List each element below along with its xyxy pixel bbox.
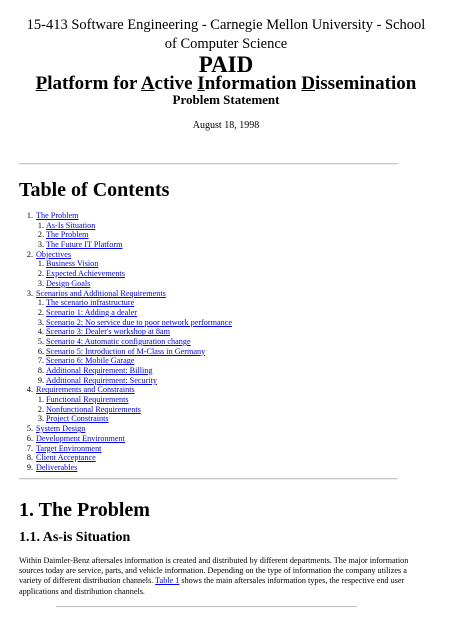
subtitle-part: D <box>301 73 315 94</box>
divider <box>19 478 398 480</box>
toc-subitem <box>19 259 419 269</box>
toc-item <box>19 463 419 473</box>
subtitle-part: P <box>35 73 48 94</box>
toc-subitem-number: 2. <box>37 230 44 240</box>
subtitle-part: issemination <box>315 73 417 94</box>
toc-subitem <box>19 221 419 231</box>
subtitle-part: nformation <box>204 73 302 94</box>
toc-subitem <box>19 414 419 424</box>
toc-subitem <box>19 376 419 386</box>
body-paragraph <box>19 556 411 597</box>
toc-item-number: 1. <box>26 211 33 220</box>
subsection-heading: 1.1. As-is Situation <box>19 530 131 545</box>
toc-subitem-number: 4. <box>37 327 44 337</box>
toc-heading: Table of Contents <box>19 179 170 201</box>
toc-sublink[interactable]: The Future IT Platform <box>46 240 123 250</box>
toc-subitem-number: 6. <box>37 346 44 356</box>
toc-item-number: 2. <box>26 249 33 259</box>
toc-subitem-number: 2. <box>37 307 44 317</box>
toc-item-number: 4. <box>26 385 33 395</box>
toc-subitem <box>19 279 419 289</box>
toc-item <box>19 211 419 221</box>
toc-subitem <box>19 405 419 415</box>
toc-link[interactable]: Objectives <box>36 249 72 259</box>
toc-sublink[interactable]: Additional Requirement: Billing <box>46 366 153 375</box>
toc-subitem <box>19 356 419 366</box>
toc-sublink[interactable]: As-Is Situation <box>46 220 96 230</box>
toc-link[interactable]: Target Environment <box>36 443 102 453</box>
toc-subitem-number: 3. <box>37 278 44 288</box>
toc-sublink[interactable]: Functional Requirements <box>46 395 129 405</box>
subtitle-part: I <box>197 73 205 94</box>
toc-subitem-number: 2. <box>37 404 44 414</box>
divider <box>19 163 398 165</box>
toc-item-number: 6. <box>26 433 33 443</box>
toc-item <box>19 250 419 260</box>
toc-link[interactable]: Development Environment <box>36 433 125 443</box>
toc-item-number: 9. <box>26 462 33 472</box>
toc-link[interactable]: The Problem <box>36 211 79 220</box>
toc-item <box>19 424 419 434</box>
paragraph-text: shows the main aftersales information types, the respective end user applications and distribution channels. <box>19 576 405 596</box>
toc-subitem-number: 5. <box>37 336 44 346</box>
toc-sublink[interactable]: Business Vision <box>46 259 99 269</box>
toc-sublink[interactable]: The scenario infrastructure <box>46 298 135 308</box>
toc-subitem-number: 1. <box>37 220 44 230</box>
toc-item <box>19 289 419 299</box>
toc-sublink[interactable]: Scenario 4: Automatic configuration change <box>46 336 191 346</box>
toc-subitem-number: 2. <box>37 269 44 279</box>
subtitle-part: A <box>140 73 155 94</box>
toc-link[interactable]: System Design <box>36 424 86 434</box>
toc-subitem <box>19 240 419 250</box>
toc-subitem <box>19 366 419 376</box>
toc-sublink[interactable]: The Problem <box>46 230 89 240</box>
subtitle-part: ctive <box>154 73 198 94</box>
toc-item <box>19 453 419 463</box>
toc-sublink[interactable]: Additional Requirement: Security <box>46 375 157 385</box>
toc-subitem-number: 8. <box>37 366 44 375</box>
toc-subitem <box>19 337 419 347</box>
toc-sublink[interactable]: Project Constraints <box>46 414 109 424</box>
toc-subitem <box>19 318 419 328</box>
problem-statement-heading: Problem Statement <box>172 92 280 107</box>
toc-link[interactable]: Scenarios and Additional Requirements <box>36 288 166 298</box>
toc-subitem <box>19 269 419 279</box>
toc-subitem <box>19 230 419 240</box>
toc-subitem-number: 7. <box>37 356 44 366</box>
section-heading: 1. The Problem <box>19 499 150 521</box>
toc-subitem <box>19 298 419 308</box>
toc-subitem <box>19 347 419 357</box>
paragraph-text: Within Daimler-Benz aftersales information is created and distributed by different departments. The major information sources today are service, parts, and vehicle information. Depending on the type of information the company utilizes a variety of different distribution channels. <box>19 556 409 586</box>
toc-subitem <box>19 395 419 405</box>
document-title: PAID <box>198 52 254 77</box>
toc-link[interactable]: Requirements and Constraints <box>36 385 135 395</box>
toc-item-number: 7. <box>26 443 33 453</box>
toc-subitem <box>19 327 419 337</box>
toc-sublink[interactable]: Scenario 2: No service due to poor network performance <box>46 317 232 327</box>
table-1-link[interactable]: Table 1 <box>155 576 180 586</box>
toc-item-number: 3. <box>26 288 33 298</box>
toc-sublink[interactable]: Nonfunctional Requirements <box>46 404 141 414</box>
toc-link[interactable]: Client Acceptance <box>36 453 96 463</box>
toc-subitem-number: 1. <box>37 259 44 269</box>
course-header-line2: of Computer Science <box>164 36 288 52</box>
toc-sublink[interactable]: Expected Achievements <box>46 269 125 279</box>
toc-subitem-number: 3. <box>37 414 44 424</box>
toc-item <box>19 444 419 454</box>
toc-subitem-number: 1. <box>37 298 44 308</box>
toc-item <box>19 434 419 444</box>
toc-subitem-number: 1. <box>37 395 44 405</box>
document-date: August 18, 1998 <box>192 120 260 131</box>
toc-sublink[interactable]: Scenario 3: Dealer's workshop at 8am <box>46 327 171 337</box>
toc-subitem-number: 3. <box>37 240 44 250</box>
toc-sublink[interactable]: Scenario 6: Mobile Garage <box>46 356 135 366</box>
toc-subitem <box>19 308 419 318</box>
toc-item-number: 5. <box>26 424 33 434</box>
toc-subitem-number: 3. <box>37 317 44 327</box>
toc-item-number: 8. <box>26 453 33 463</box>
course-header-line1: 15-413 Software Engineering - Carnegie Mellon University - School <box>26 17 426 33</box>
table-top-border <box>56 606 357 607</box>
toc-link[interactable]: Deliverables <box>36 462 78 472</box>
table-of-contents <box>19 211 419 473</box>
toc-sublink[interactable]: Design Goals <box>46 278 91 288</box>
toc-item <box>19 385 419 395</box>
toc-subitem-number: 9. <box>37 375 44 385</box>
subtitle-part: latform for <box>47 73 141 94</box>
toc-sublink[interactable]: Scenario 5: Introduction of M-Class in Germany <box>46 346 206 356</box>
toc-sublink[interactable]: Scenario 1: Adding a dealer <box>46 307 137 317</box>
